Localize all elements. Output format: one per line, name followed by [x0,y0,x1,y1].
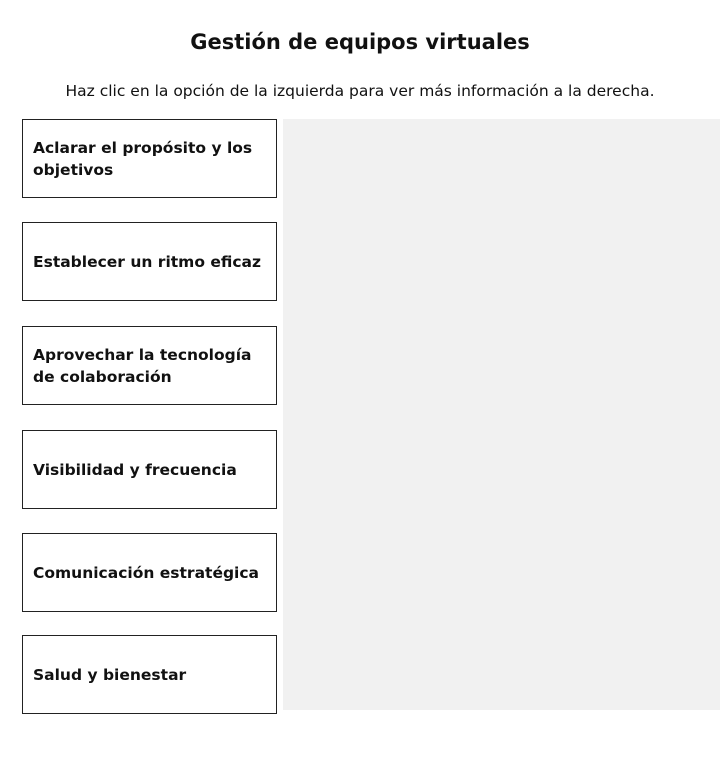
option-clarify-purpose[interactable] [22,119,277,198]
option-label: Aprovechar la tecnología de colaboración [33,345,252,386]
page-title: Gestión de equipos virtuales [190,30,530,54]
option-list [22,119,277,714]
option-label: Comunicación estratégica [33,563,260,582]
option-visibility-frequency[interactable] [22,430,277,509]
option-health-wellbeing[interactable] [22,635,277,714]
option-label: Salud y bienestar [33,665,187,684]
option-label: Establecer un ritmo eficaz [33,252,262,271]
detail-panel [283,119,720,710]
option-strategic-communication[interactable] [22,533,277,612]
option-label: Visibilidad y frecuencia [33,460,237,479]
option-effective-rhythm[interactable] [22,222,277,301]
option-label: Aclarar el propósito y los objetivos [33,138,253,179]
option-collaboration-technology[interactable] [22,326,277,405]
instructions-text: Haz clic en la opción de la izquierda para ver más información a la derecha. [65,82,655,100]
